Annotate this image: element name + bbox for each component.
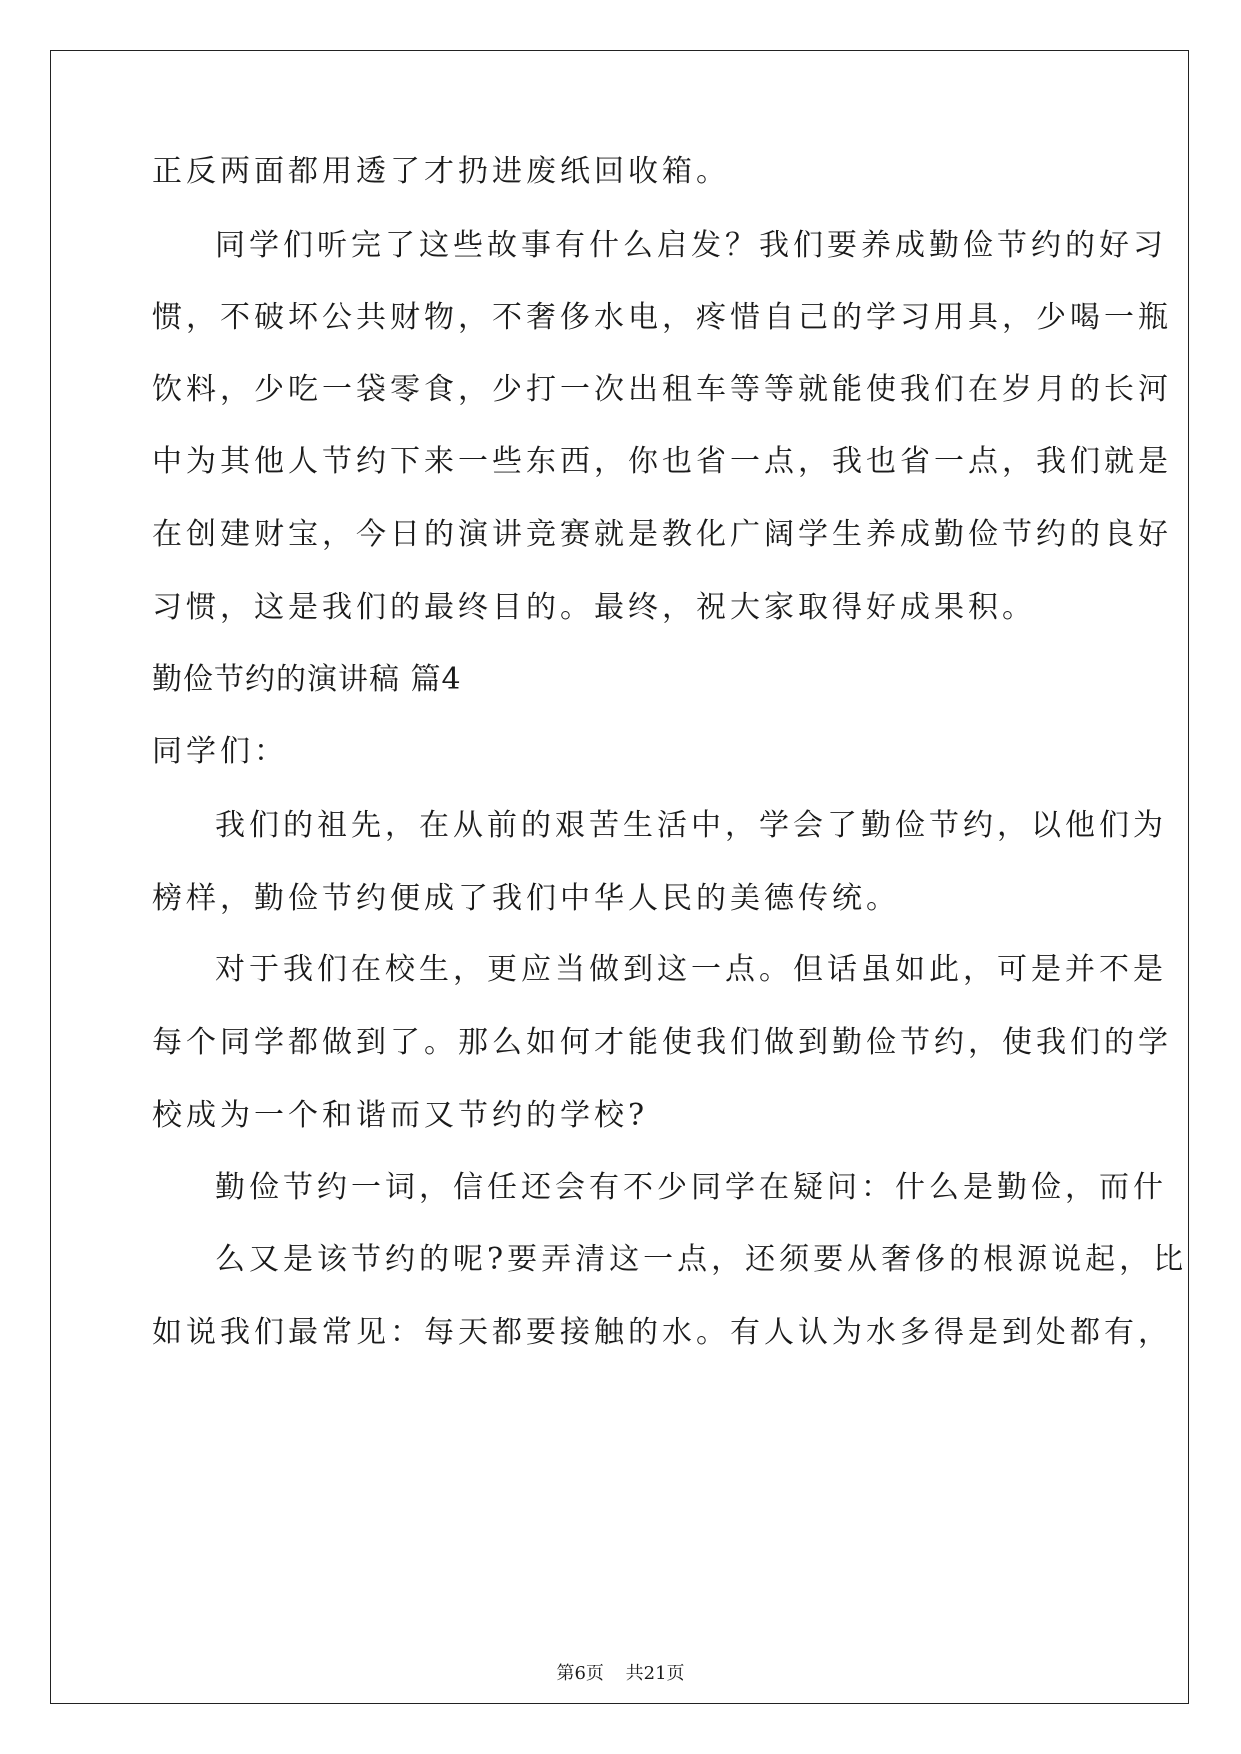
paragraph-start: 同学们听完了这些故事有什么启发？我们要养成勤俭节约的好习 <box>215 228 1167 263</box>
paragraph-start: 勤俭节约一词，信任还会有不少同学在疑问：什么是勤俭，而什 <box>215 1170 1167 1205</box>
page-footer <box>0 1662 1241 1686</box>
text-line: 在创建财宝，今日的演讲竞赛就是教化广阔学生养成勤俭节约的良好 <box>152 517 1172 552</box>
text-line: 习惯，这是我们的最终目的。最终，祝大家取得好成果积。 <box>152 590 1036 625</box>
text-line: 如说我们最常见：每天都要接触的水。有人认为水多得是到处都有， <box>152 1315 1172 1350</box>
text-line: 校成为一个和谐而又节约的学校? <box>152 1098 649 1133</box>
paragraph-start: 对于我们在校生，更应当做到这一点。但话虽如此，可是并不是 <box>215 952 1167 987</box>
text-line: 么又是该节约的呢?要弄清这一点，还须要从奢侈的根源说起，比 <box>215 1242 1188 1277</box>
paragraph-start: 我们的祖先，在从前的艰苦生活中，学会了勤俭节约，以他们为 <box>215 808 1167 843</box>
text-line: 惯，不破坏公共财物，不奢侈水电，疼惜自己的学习用具，少喝一瓶 <box>152 300 1172 335</box>
text-line: 每个同学都做到了。那么如何才能使我们做到勤俭节约，使我们的学 <box>152 1025 1172 1060</box>
text-line: 正反两面都用透了才扔进废纸回收箱。 <box>152 154 730 189</box>
text-line: 饮料，少吃一袋零食，少打一次出租车等等就能使我们在岁月的长河 <box>152 372 1172 407</box>
text-line: 榜样，勤俭节约便成了我们中华人民的美德传统。 <box>152 881 900 916</box>
page-total: 共21页 <box>625 1663 685 1684</box>
page-number: 第6页 <box>556 1663 604 1684</box>
text-line: 中为其他人节约下来一些东西，你也省一点，我也省一点，我们就是 <box>152 444 1172 479</box>
salutation: 同学们： <box>152 734 288 769</box>
section-heading: 勤俭节约的演讲稿 篇4 <box>152 662 462 697</box>
